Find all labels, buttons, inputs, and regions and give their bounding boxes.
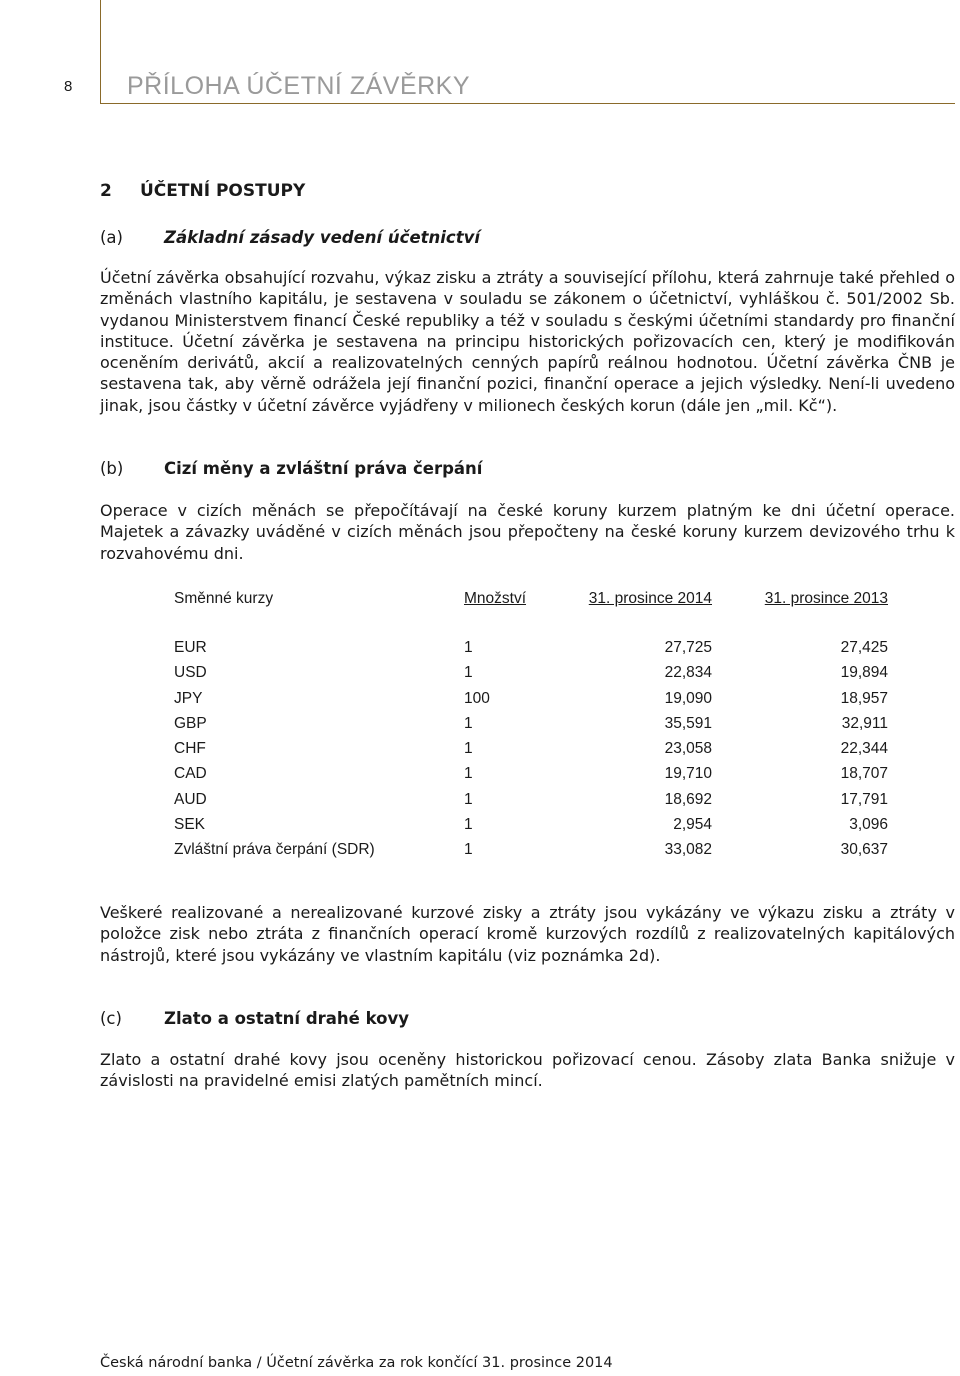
cell-currency: GBP [174, 714, 207, 732]
subsection-c-label: (c) [100, 1009, 122, 1028]
header-horizontal-rule [100, 103, 955, 104]
cell-quantity: 1 [464, 790, 473, 808]
cell-quantity: 100 [464, 689, 490, 707]
table-row [174, 841, 888, 866]
cell-rate-2013: 27,425 [840, 639, 888, 656]
subsection-c-title: Zlato a ostatní drahé kovy [164, 1009, 409, 1028]
table-header-row [174, 588, 888, 610]
table-row [174, 664, 888, 689]
subsection-a-title: Základní zásady vedení účetnictví [164, 228, 481, 247]
header-2013: 31. prosince 2013 [764, 590, 888, 607]
cell-rate-2013: 18,957 [840, 689, 888, 707]
cell-rate-2014: 35,591 [664, 714, 712, 732]
header-currency: Směnné kurzy [174, 590, 274, 607]
cell-rate-2014: 23,058 [664, 740, 712, 758]
section-heading [100, 181, 305, 201]
cell-currency: SEK [174, 816, 206, 834]
cell-rate-2013: 18,707 [840, 765, 888, 783]
cell-rate-2014: 19,090 [664, 689, 712, 707]
cell-rate-2013: 22,344 [840, 740, 888, 758]
cell-rate-2013: 3,096 [849, 816, 888, 834]
table-row [174, 816, 888, 841]
cell-rate-2014: 33,082 [664, 841, 712, 859]
cell-rate-2013: 32,911 [841, 714, 888, 732]
table-body [174, 639, 888, 867]
cell-currency: CHF [174, 740, 206, 758]
table-row [174, 740, 888, 765]
subsection-b-heading [100, 459, 482, 478]
cell-currency: CAD [174, 765, 207, 783]
subsection-b-title: Cizí měny a zvláštní práva čerpání [164, 459, 483, 478]
cell-rate-2013: 19,894 [840, 664, 888, 682]
table-row [174, 690, 888, 715]
cell-quantity: 1 [464, 740, 473, 758]
page-footer: Česká národní banka / Účetní závěrka za rok končící 31. prosince 2014 [100, 1355, 613, 1371]
subsection-a-heading [100, 228, 480, 247]
cell-quantity: 1 [464, 841, 473, 859]
cell-rate-2013: 17,791 [840, 790, 888, 808]
subsection-a-label: (a) [100, 228, 123, 247]
cell-quantity: 1 [464, 765, 473, 783]
cell-quantity: 1 [464, 639, 473, 656]
cell-currency: USD [174, 664, 207, 682]
cell-quantity: 1 [464, 714, 473, 732]
header-quantity: Množství [464, 590, 527, 607]
page-number: 8 [64, 78, 73, 95]
cell-quantity: 1 [464, 816, 473, 834]
table-row [174, 715, 888, 740]
cell-rate-2013: 30,637 [840, 841, 888, 859]
section-number: 2 [100, 181, 112, 201]
subsection-b-paragraph: Operace v cizích měnách se přepočítávají na české koruny kurzem platným ke dni účetní operace. Majetek a závazky uváděné v cizích měnách jsou přepočteny na české koruny kurzem devizového trhu k rozvahovému dni. [100, 501, 955, 563]
table-row [174, 791, 888, 816]
cell-rate-2014: 22,834 [664, 664, 712, 682]
exchange-gains-paragraph: Veškeré realizované a nerealizované kurzové zisky a ztráty jsou vykázány ve výkazu zisku a ztráty v položce zisk nebo ztráta z finančních operací kromě kurzových rozdílů z realizovatelných kapitálových nástrojů, které jsou vykázány ve vlastním kapitálu (viz poznámka 2d). [100, 903, 955, 965]
cell-currency: Zvláštní práva čerpání (SDR) [174, 841, 375, 859]
cell-currency: JPY [174, 689, 203, 707]
subsection-b-label: (b) [100, 459, 124, 478]
header-2014: 31. prosince 2014 [588, 590, 712, 607]
table-row [174, 639, 888, 664]
cell-rate-2014: 18,692 [664, 790, 712, 808]
subsection-a-paragraph: Účetní závěrka obsahující rozvahu, výkaz zisku a ztráty a související přílohu, která zahrnuje také přehled o změnách vlastního kapitálu, je sestavena v souladu se zákonem o účetnictví, vyhláškou č. 501/2002 Sb. vydanou Ministerstvem financí České republiky a též v souladu s českými účetními standardy pro finanční instituce. Účetní závěrka je sestavena na principu historických pořizovacích cen, který je modifikován oceněním derivátů, akcií a realizovatelných cenných papírů reálnou hodnotou. Účetní závěrka ČNB je sestavena tak, aby věrně odrážela její finanční pozici, finanční operace a jejich výsledky. Není-li uvedeno jinak, jsou částky v účetní závěrce vyjádřeny v milionech českých korun (dále jen „mil. Kč“). [100, 268, 955, 415]
exchange-rate-table [174, 588, 888, 859]
page-header-title: PŘÍLOHA ÚČETNÍ ZÁVĚRKY [127, 72, 471, 100]
cell-currency: EUR [174, 639, 207, 656]
table-row [174, 765, 888, 790]
subsection-c-paragraph: Zlato a ostatní drahé kovy jsou oceněny historickou pořizovací cenou. Zásoby zlata Banka snižuje v závislosti na pravidelné emisi zlatých pamětních mincí. [100, 1050, 955, 1091]
section-title: ÚČETNÍ POSTUPY [140, 181, 306, 201]
cell-rate-2014: 2,954 [673, 816, 712, 834]
cell-rate-2014: 19,710 [664, 765, 712, 783]
cell-currency: AUD [174, 790, 207, 808]
header-vertical-rule [100, 0, 101, 104]
cell-rate-2014: 27,725 [664, 639, 712, 656]
cell-quantity: 1 [464, 664, 473, 682]
subsection-c-heading [100, 1009, 409, 1028]
